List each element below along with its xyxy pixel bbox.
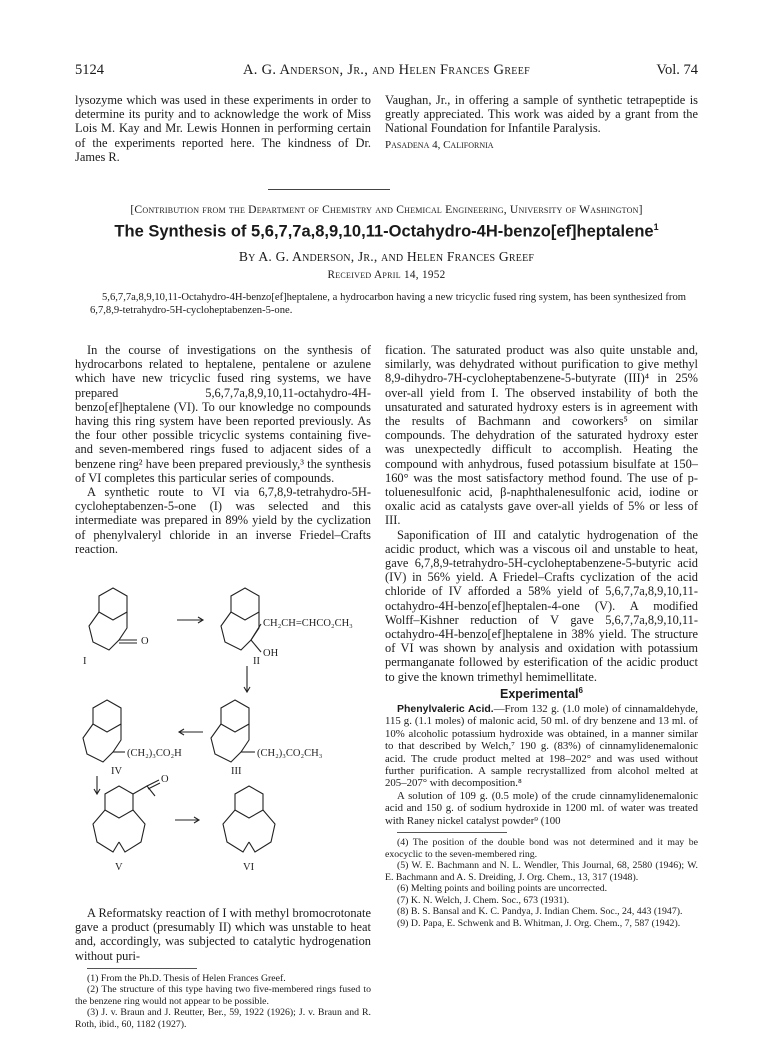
intro-paragraph: In the course of investigations on the synthesis of hydrocarbons related to heptalene, pentalene or azulene which have new tricyclic fused ring systems, we have prepared 5,6,7,7a,8,9,10,11-octahydro-4H-benzo[ef]heptalene (VI). To our knowledge no compounds having this ring system have been reported previously. As the four other possible tricyclic systems containing five- and seven-membered rings fused to adjacent sides of a benzene ring² have been prepared previously,³ the synthesis of VI completes this particular series of compounds.	[75, 343, 371, 485]
footnote-8: (8) B. S. Bansal and K. C. Pandya, J. Indian Chem. Soc., 24, 443 (1947).	[397, 906, 683, 918]
experimental-text	[385, 703, 698, 827]
previous-article-location: Pasadena 4, California	[385, 138, 494, 151]
oxo-label-V: O	[161, 774, 169, 785]
reduction-paragraph: A solution of 109 g. (0.5 mole) of the crude cinnamylidenemalonic acid and 150 g. of sodium hydroxide in 1200 ml. of water was treated with Raney nickel catalyst powder⁹ (100	[385, 789, 698, 827]
footnote-5: (5) W. E. Bachmann and N. L. Wendler, This Journal, 68, 2580 (1946); W. E. Bachmann and A. S. Dreiding, J. Org. Chem., 13, 317 (1948).	[385, 860, 698, 883]
page-header	[75, 62, 698, 78]
article-byline: By A. G. Anderson, Jr., and Helen Frances Greef	[238, 249, 535, 264]
saponification-paragraph: Saponification of III and catalytic hydrogenation of the acidic product, which was a viscous oil and unstable to heat, gave 6,7,8,9-tetrahydro-5H-cycloheptabenzene-5-butyric acid (IV) in 56% yield. A Friedel–Crafts cyclization of the acid chloride of IV afforded a 58% yield of 5,6,7,7a,8,9,10,11-octahydro-4H-benzo[ef]heptalen-4-one (V). A modified Wolff–Kishner reduction of V gave 5,6,7,7a,8,9,10,11-octahydro-4H-benzo[ef]heptalene in 38% yield. The structure of VI was shown by analysis and oxidation with potassium permanganate followed by esterification of the acidic product to give the known trimethyl hemimellitate.	[385, 527, 698, 684]
arrow-II-to-III	[244, 666, 250, 692]
phenylvaleric-body: —From 132 g. (1.0 mole) of cinnamaldehyde, 115 g. (1.1 moles) of malonic acid, 50 ml. of dry benzene and 13 ml. of 10% alcoholic potassium hydroxide was obtained, in a manner similar to that described by Welch,⁷ 190 g. (83%) of cinnamylidenemalonic acid. The crude product melted at 198–202° and was used without further purification. A sample recrystallized from alcohol melted at 205–207° with decomposition.⁸	[385, 703, 698, 790]
footnote-2: (2) The structure of this type having two five-membered rings fused to the benzene ring would not appear to be possible.	[75, 984, 371, 1007]
title-footnote-ref: 1	[653, 222, 659, 232]
experimental-heading-text: Experimental	[500, 687, 579, 702]
left-column-bottom	[75, 906, 371, 1030]
arrow-III-to-IV	[179, 729, 203, 735]
substituent-IV: (CH₂)₃CO₂H	[127, 748, 182, 759]
arrow-V-to-VI	[175, 817, 199, 823]
footnote-6: (6) Melting points and boiling points are uncorrected.	[397, 883, 608, 895]
phenylvaleric-paragraph	[385, 703, 698, 790]
structure-V	[93, 780, 160, 852]
footnotes-right	[385, 837, 698, 929]
article-title-text: The Synthesis of 5,6,7,7a,8,9,10,11-Octahydro-4H-benzo[ef]heptalene	[114, 222, 654, 241]
article-title	[75, 222, 698, 242]
footnote-7: (7) K. N. Welch, J. Chem. Soc., 673 (1931).	[397, 894, 570, 906]
article-separator-rule	[268, 189, 390, 190]
footnote-1: (1) From the Ph.D. Thesis of Helen Frances Greef.	[87, 972, 286, 984]
experimental-heading	[385, 686, 698, 701]
footnote-rule-left	[87, 968, 197, 969]
previous-article-right-paragraph: Vaughan, Jr., in offering a sample of synthetic tetrapeptide is greatly appreciated. This work was aided by a grant from the National Foundation for Infantile Paralysis.	[385, 93, 698, 136]
experimental-footnote-ref: 6	[578, 685, 583, 695]
label-III: III	[231, 766, 242, 777]
footnote-4: (4) The position of the double bond was not determined and it may be exocyclic to the seven-membered ring.	[385, 837, 698, 860]
substituent-II: CH₂CH=CHCO₂CH₃	[263, 618, 353, 629]
hydroxyl-II: OH	[263, 648, 279, 659]
right-column	[385, 343, 698, 929]
dehydration-paragraph: fication. The saturated product was also quite unstable and, similarly, was dehydrated without purification to give methyl 8,9-dihydro-7H-cycloheptabenzene-5-butyrate (III)⁴ in 25% over-all yield from I. The observed instability of both the unsaturated and saturated hydroxy esters is in agreement with the results of Bachmann and coworkers⁵ on similar compounds. The dehydration of the saturated hydroxy ester was unexpectedly difficult to accomplish. Heating the compound with anhydrous, fused potassium bisulfate at 150–160° was the most satisfactory method found. The use of p-toluenesulfonic acid, β-naphthalenesulfonic acid, iodine or oxalic acid as catalysts gave over-all yields of 5% or less of III.	[385, 343, 698, 528]
structure-II	[221, 588, 261, 652]
contribution-line: [Contribution from the Department of Chemistry and Chemical Engineering, University of Washington]	[130, 203, 643, 216]
arrow-IV-to-V	[94, 776, 100, 794]
previous-article-right-text	[385, 93, 698, 152]
structure-I	[89, 588, 137, 650]
label-IV: IV	[111, 766, 123, 777]
oxo-label-I: O	[141, 636, 149, 647]
footnotes-left	[75, 973, 371, 1031]
received-date: Received April 14, 1952	[327, 269, 446, 281]
arrow-I-to-II	[177, 617, 203, 623]
phenylvaleric-heading: Phenylvaleric Acid.	[397, 703, 494, 716]
previous-article-left-text	[75, 93, 371, 164]
label-VI: VI	[243, 862, 255, 873]
route-paragraph: A synthetic route to VI via 6,7,8,9-tetrahydro-5H-cycloheptabenzen-5-one (I) was selected and this intermediate was prepared in 89% yield by the cyclization of phenylvaleryl chloride in an inverse Friedel–Crafts reaction.	[75, 485, 371, 556]
label-I: I	[83, 656, 87, 667]
structure-III	[211, 700, 255, 762]
substituent-III: (CH₂)₃CO₂CH₃	[257, 748, 323, 759]
left-column	[75, 343, 371, 556]
reaction-scheme-svg	[75, 580, 371, 900]
volume-label: Vol. 74	[656, 62, 698, 78]
previous-article-left-paragraph: lysozyme which was used in these experiments in order to determine its purity and to acknowledge the work of Miss Lois M. Kay and Mr. Lewis Honnen in performing certain of the experiments reported here. The kindness of Dr. James R.	[75, 93, 371, 164]
running-title: A. G. Anderson, Jr., and Helen Frances Greef	[243, 62, 530, 78]
reaction-scheme	[75, 580, 371, 900]
footnote-3: (3) J. v. Braun and J. Reutter, Ber., 59, 1922 (1926); J. v. Braun and R. Roth, ibid., 60, 1182 (1927).	[75, 1007, 371, 1030]
reformatsky-paragraph: A Reformatsky reaction of I with methyl bromocrotonate gave a product (presumably II) which was unstable to heat and, accordingly, was subjected to catalytic hydrogenation without puri-	[75, 906, 371, 963]
label-V: V	[115, 862, 123, 873]
footnote-9: (9) D. Papa, E. Schwenk and B. Whitman, J. Org. Chem., 7, 587 (1942).	[397, 917, 681, 929]
footnote-rule-right	[397, 832, 507, 833]
label-II: II	[253, 656, 260, 667]
article-abstract: 5,6,7,7a,8,9,10,11-Octahydro-4H-benzo[ef]heptalene, a hydrocarbon having a new tricyclic fused ring system, has been synthesized from 6,7,8,9-tetrahydro-5H-cycloheptabenzen-5-one.	[90, 292, 686, 316]
right-column-text	[385, 343, 698, 684]
page-number: 5124	[75, 62, 104, 78]
structure-VI	[223, 786, 275, 852]
structure-IV	[83, 700, 125, 762]
